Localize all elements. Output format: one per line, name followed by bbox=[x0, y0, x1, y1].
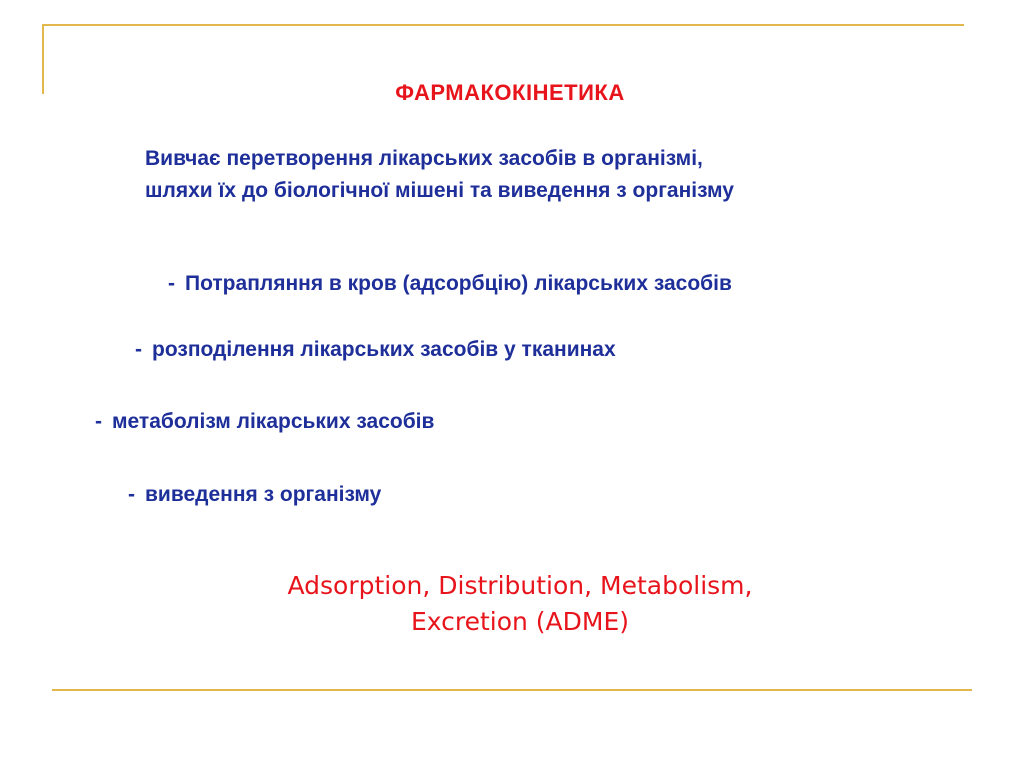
bullet-text: метаболізм лікарських засобів bbox=[112, 410, 435, 433]
intro-line-1: Вивчає перетворення лікарських засобів в організмі, bbox=[145, 147, 703, 170]
bullet-excretion bbox=[128, 483, 381, 507]
frame-top-line bbox=[42, 24, 964, 26]
bullet-distribution bbox=[135, 338, 616, 362]
bullet-text: розподілення лікарських засобів у тканинах bbox=[152, 338, 616, 361]
bullet-absorption bbox=[168, 272, 732, 296]
bullet-metabolism bbox=[95, 410, 434, 434]
bullet-text: Потрапляння в кров (адсорбцію) лікарських засобів bbox=[185, 272, 732, 295]
bullet-marker: - bbox=[168, 272, 175, 295]
slide-title: ФАРМАКОКІНЕТИКА bbox=[395, 80, 625, 105]
adme-line-2: Excretion (ADME) bbox=[410, 607, 630, 636]
bullet-marker: - bbox=[128, 483, 135, 506]
bullet-marker: - bbox=[135, 338, 142, 361]
adme-summary bbox=[0, 568, 1024, 640]
adme-line-1: Adsorption, Distribution, Metabolism, bbox=[287, 571, 753, 600]
bullet-marker: - bbox=[95, 410, 102, 433]
intro-line-2: шляхи їх до біологічної мішені та виведення з організму bbox=[145, 179, 734, 202]
intro-text bbox=[145, 143, 905, 207]
frame-bottom-line bbox=[52, 689, 972, 691]
bullet-text: виведення з організму bbox=[145, 483, 382, 506]
